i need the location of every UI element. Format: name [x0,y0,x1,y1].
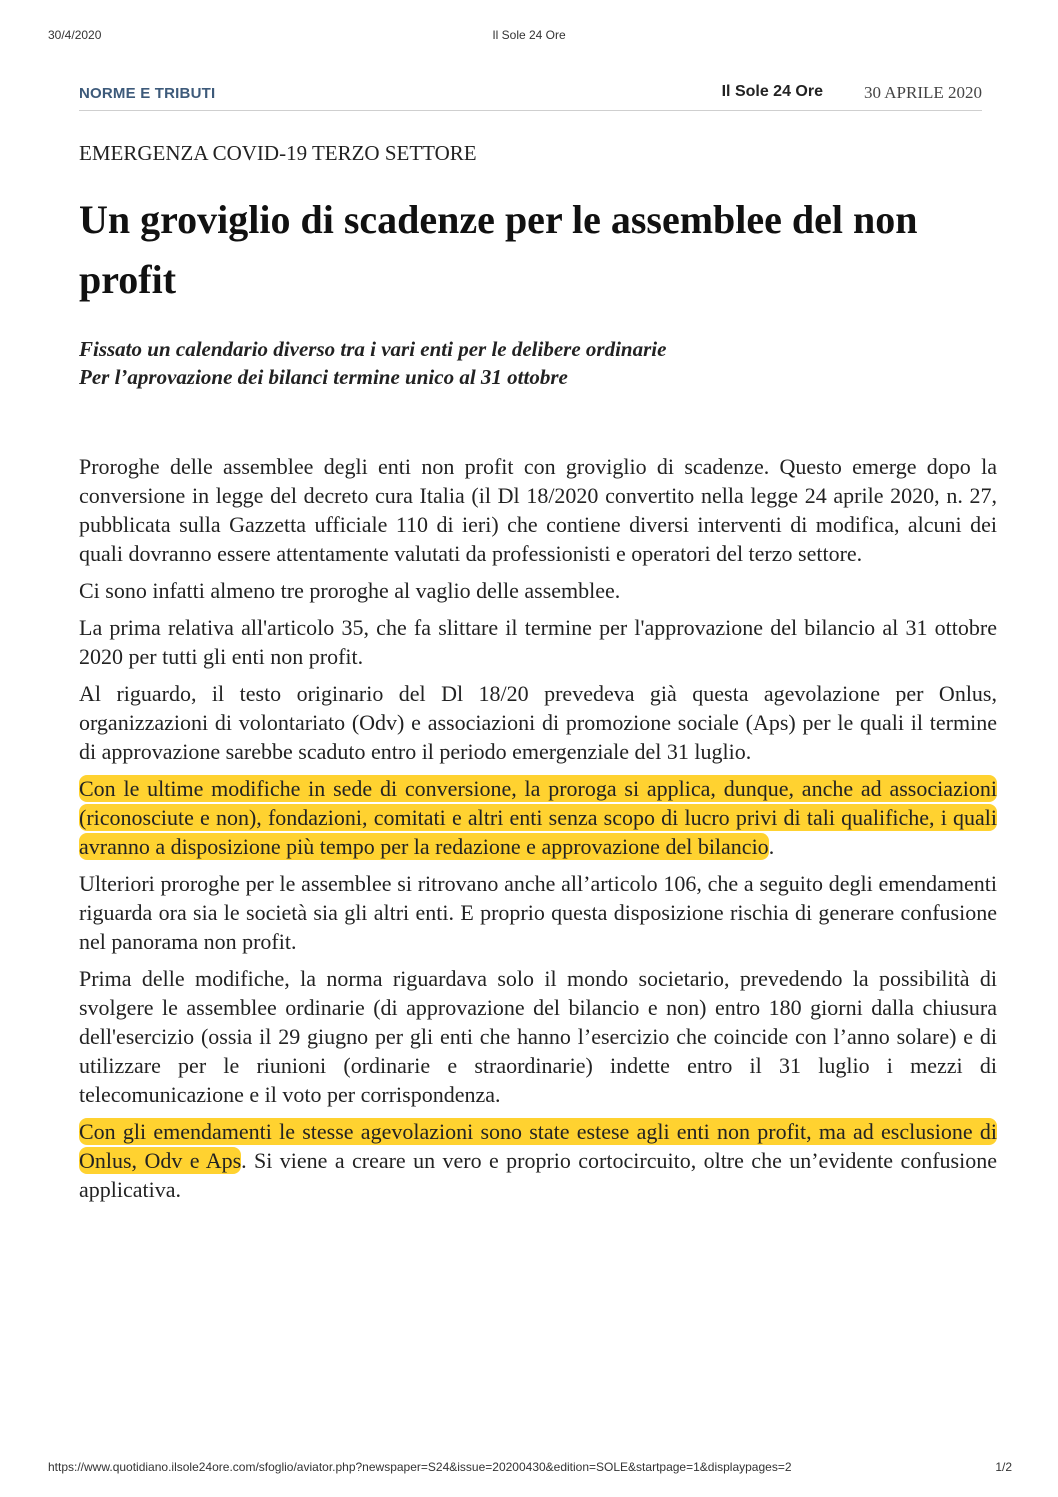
paragraph: La prima relativa all'articolo 35, che fa slittare il termine per l'approvazione del bilancio al 31 ottobre 2020 per tutti gli enti non profit. [79,615,997,669]
page-number: 1/2 [995,1460,1012,1474]
paragraph-continuation: . Si viene a creare un vero e proprio cortocircuito, oltre che un’evidente confusione applicativa. [79,1148,997,1202]
brand-name: Il Sole 24 Ore [721,83,823,100]
highlighted-paragraph [79,1117,997,1204]
source-url[interactable]: https://www.quotidiano.ilsole24ore.com/sfoglio/aviator.php?newspaper=S24&issue=20200430&edition=SOLE&startpage=1&displaypages=2 [48,1460,792,1474]
paragraph: Ulteriori proroghe per le assemblee si ritrovano anche all’articolo 106, che a seguito degli emendamenti riguarda ora sia le società sia gli altri enti. E proprio questa disposizione rischia di generare confusione nel panorama non profit. [79,871,997,954]
print-footer [0,1460,1058,1476]
paragraph: Al riguardo, il testo originario del Dl 18/20 prevedeva già questa agevolazione per Onlus, organizzazioni di volontariato (Odv) e associazioni di promozione sociale (Aps) per le quali il termine di approvazione sarebbe scaduto entro il periodo emergenziale del 31 luglio. [79,681,997,764]
section-label[interactable]: NORME E TRIBUTI [79,85,216,102]
print-title: Il Sole 24 Ore [492,28,566,42]
paragraph: Proroghe delle assemblee degli enti non profit con groviglio di scadenze. Questo emerge dopo la conversione in legge del decreto cura Italia (il Dl 18/2020 convertito nella legge 24 aprile 2020, n. 27, pubblicata sulla Gazzetta ufficiale 110 di ieri) che contiene diversi interventi di modifica, alcuni dei quali dovranno essere attentamente valutati da professionisti e operatori del terzo settore. [79,454,997,566]
article-body [79,452,997,1212]
highlighted-paragraph [79,774,997,861]
paragraph: Prima delle modifiche, la norma riguardava solo il mondo societario, prevedendo la possibilità di svolgere le assemblee ordinarie (di approvazione del bilancio e non) entro 180 giorni dalla chiusura dell'esercizio (ossia il 29 giugno per gli enti che hanno l’esercizio che coincide con l’anno solare) e di utilizzare per le riunioni (ordinarie e straordinarie) indette entro il 31 luglio i mezzi di telecomunicazione e il voto per corrispondenza. [79,966,997,1107]
subtitle-line: Per l’aprovazione dei bilanci termine unico al 31 ottobre [79,365,568,389]
subtitle-line: Fissato un calendario diverso tra i vari enti per le delibere ordinarie [79,337,667,361]
article-headline: Un groviglio di scadenze per le assemblee del non profit [79,197,918,302]
highlight: Con gli emendamenti le stesse agevolazioni sono state estese agli enti non profit, ma ad esclusione di Onlus, Odv e Aps [79,1119,997,1173]
paragraph: Ci sono infatti almeno tre proroghe al vaglio delle assemblee. [79,578,621,603]
article-subtitle [79,335,989,391]
masthead [79,82,982,111]
print-header [0,28,1058,44]
publication-date: 30 APRILE 2020 [863,83,982,102]
print-date: 30/4/2020 [48,28,102,42]
article-kicker: EMERGENZA COVID-19 TERZO SETTORE [79,141,477,165]
highlight: Con le ultime modifiche in sede di conversione, la proroga si applica, dunque, anche ad associazioni (riconosciute e non), fondazioni, comitati e altri enti senza scopo di lucro privi di tali qualifiche, i quali avranno a disposizione più tempo per la redazione e approvazione del bilancio [79,776,997,859]
paragraph-end: . [768,834,775,859]
